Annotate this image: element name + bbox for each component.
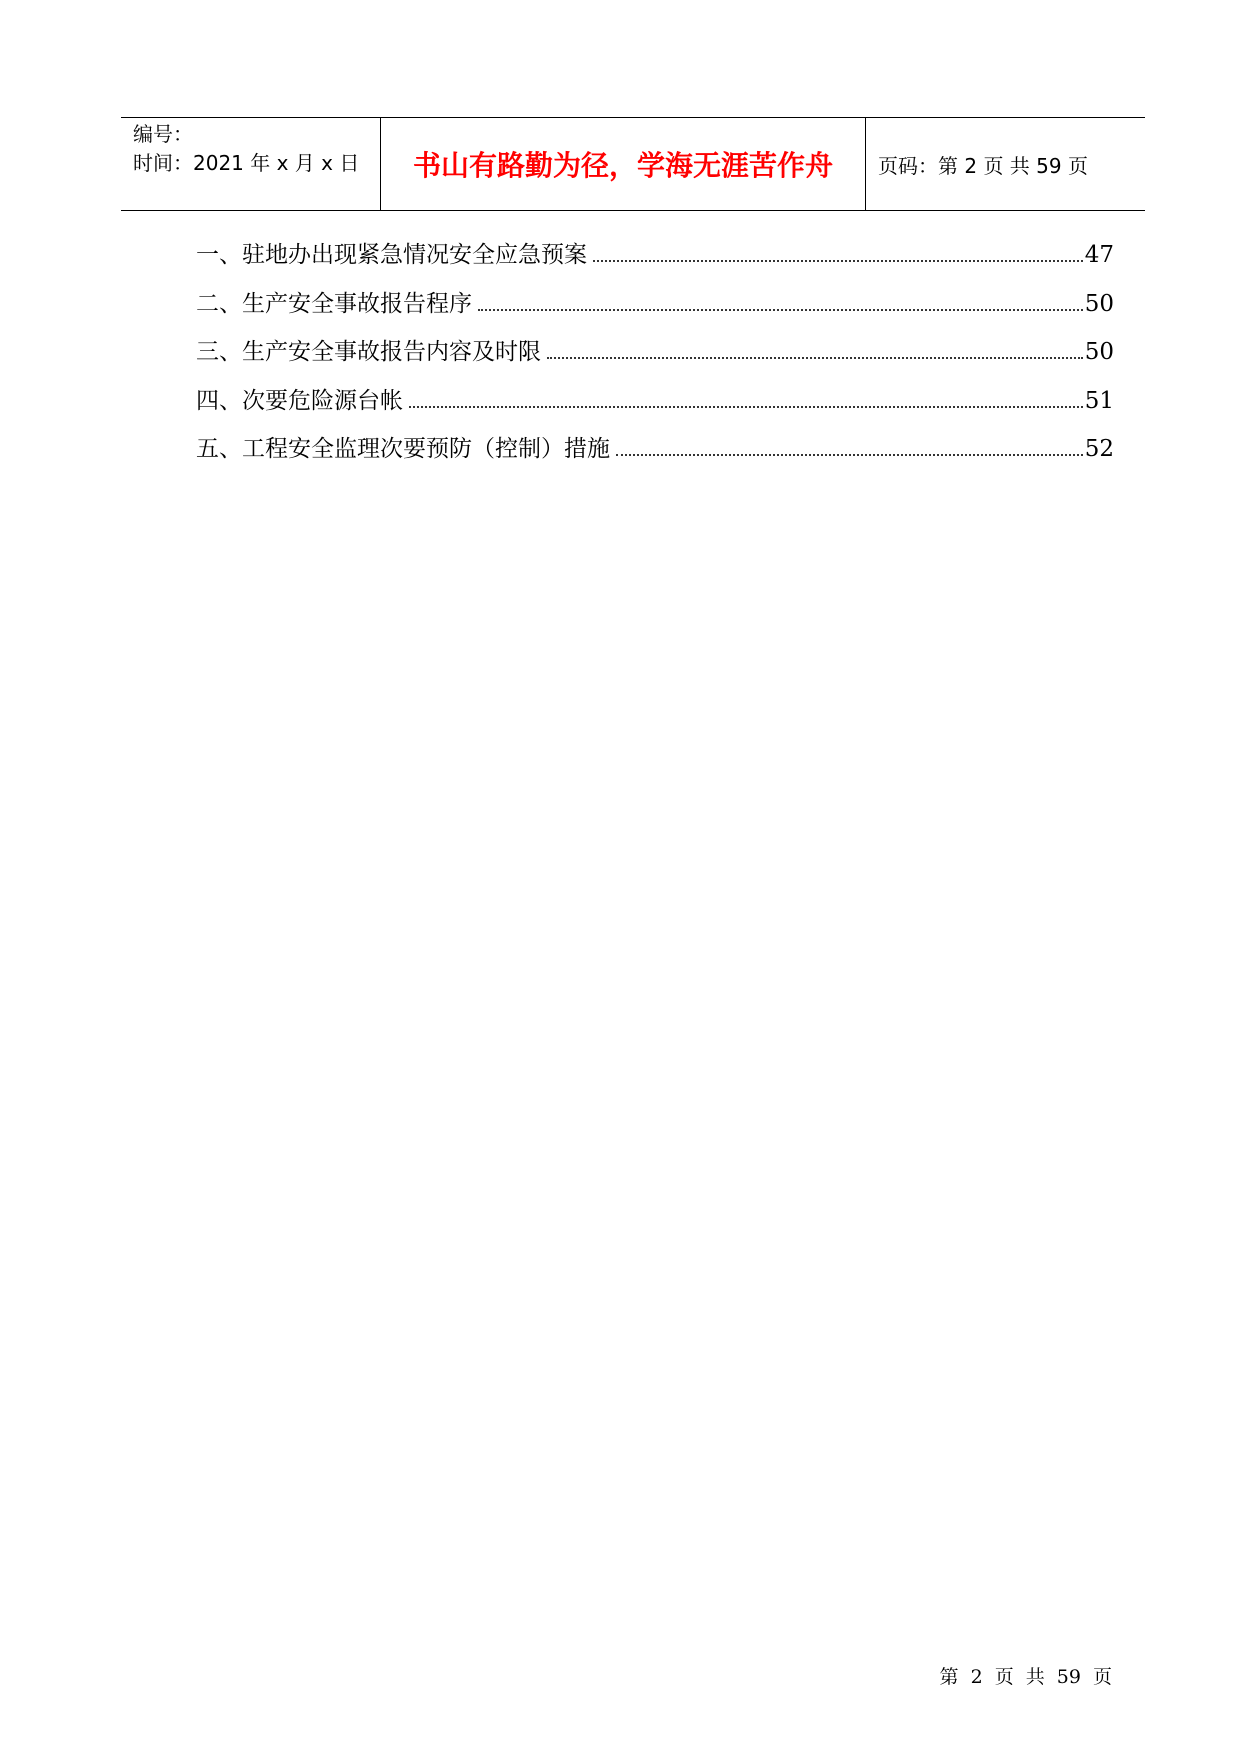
header-page-number: 页码：第 2 页 共 59 页 (878, 153, 1088, 178)
toc-dot-leader (478, 308, 1083, 311)
toc-dot-leader (409, 405, 1083, 408)
header-motto: 书山有路勤为径，学海无涯苦作舟 (381, 118, 866, 210)
document-number-label: 编号： (133, 122, 193, 146)
toc-entry-title: 三、生产安全事故报告内容及时限 (196, 339, 541, 365)
toc-entry-page: 47 (1084, 242, 1114, 268)
page-footer: 第 2 页 共 59 页 (939, 1666, 1112, 1688)
toc-dot-leader (593, 259, 1083, 262)
table-of-contents (196, 236, 1114, 479)
toc-entry[interactable] (196, 236, 1114, 285)
document-date-label: 时间：2021 年 x 月 x 日 (133, 151, 360, 175)
toc-entry-title: 二、生产安全事故报告程序 (196, 290, 472, 317)
page-header (121, 117, 1145, 211)
header-info-cell (121, 118, 381, 210)
toc-entry[interactable] (196, 285, 1114, 334)
toc-entry-title: 五、工程安全监理次要预防（控制）措施 (196, 436, 610, 462)
toc-entry-page: 50 (1084, 339, 1114, 365)
toc-entry-page: 50 (1084, 290, 1114, 317)
toc-entry[interactable] (196, 333, 1114, 382)
toc-entry-page: 51 (1084, 387, 1114, 414)
toc-entry[interactable] (196, 430, 1114, 479)
toc-entry-title: 四、次要危险源台帐 (196, 387, 403, 414)
toc-entry-page: 52 (1084, 436, 1114, 462)
toc-dot-leader (547, 356, 1083, 359)
toc-entry[interactable] (196, 382, 1114, 431)
toc-entry-title: 一、驻地办出现紧急情况安全应急预案 (196, 242, 587, 268)
toc-dot-leader (616, 453, 1083, 456)
